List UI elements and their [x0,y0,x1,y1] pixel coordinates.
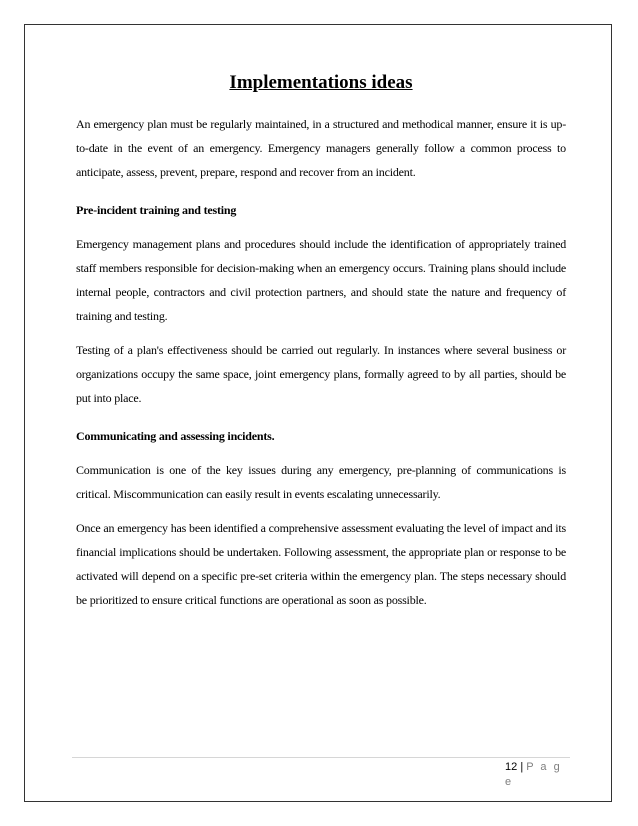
document-body [76,70,566,622]
section-heading-pre-incident: Pre-incident training and testing [76,203,237,217]
footer-divider [72,757,570,758]
paragraph-testing: Testing of a plan's effectiveness should be carried out regularly. In instances where several business or organizations occupy the same space, joint emergency plans, formally agreed to by all parties, should be put into place. [76,343,566,405]
footer-separator: | [520,761,524,773]
paragraph-training: Emergency management plans and procedures should include the identification of appropriately trained staff members responsible for decision-making when an emergency occurs. Training plans should include internal people, contractors and civil protection partners, and should state the nature and frequency of training and testing. [76,237,566,323]
intro-paragraph: An emergency plan must be regularly maintained, in a structured and methodical manner, ensure it is up-to-date in the event of an emergency. Emergency managers generally follow a common process to anticipate, assess, prevent, prepare, respond and recover from an incident. [76,117,566,179]
page-title: Implementations ideas [229,72,413,93]
paragraph-communication: Communication is one of the key issues during any emergency, pre-planning of communications is critical. Miscommunication can easily result in events escalating unnecessarily. [76,463,566,501]
page-number: 12 [505,761,518,773]
page-word: P a g e [505,761,562,788]
page-footer [505,760,567,790]
section-heading-communicating: Communicating and assessing incidents. [76,429,275,443]
paragraph-assessment: Once an emergency has been identified a comprehensive assessment evaluating the level of impact and its financial implications should be undertaken. Following assessment, the appropriate plan or response to be activated will depend on a specific pre-set criteria within the emergency plan. The steps necessary should be prioritized to ensure critical functions are operational as soon as possible. [76,521,566,607]
